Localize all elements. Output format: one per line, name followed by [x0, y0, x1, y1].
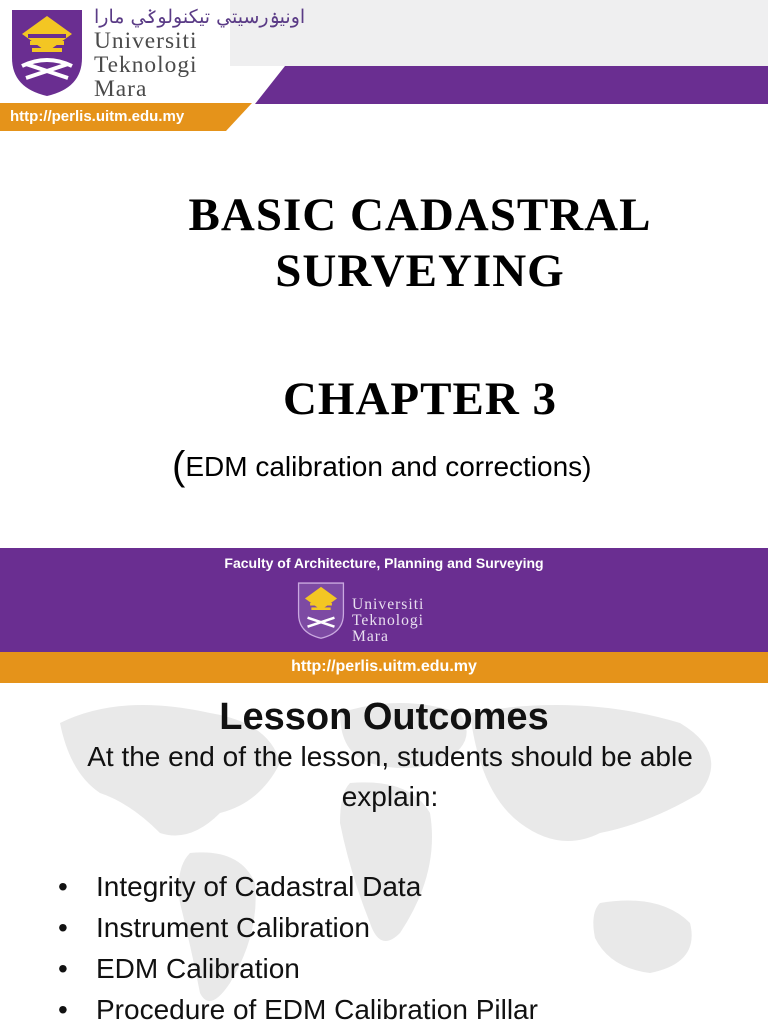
- list-item: • Instrument Calibration: [58, 912, 370, 943]
- outcome-text: Integrity of Cadastral Data: [96, 871, 422, 902]
- brand-small-line-1: Universiti: [352, 596, 425, 613]
- uitm-logo-small-icon: [296, 580, 346, 640]
- outcome-text: Instrument Calibration: [96, 912, 370, 943]
- brand-line-3: Mara: [94, 76, 148, 102]
- chapter-subtitle: (EDM calibration and corrections): [172, 444, 592, 488]
- university-wordmark-small: [352, 597, 424, 645]
- brand-line-1: Universiti: [94, 28, 198, 54]
- list-item: • EDM Calibration: [58, 953, 300, 984]
- brand-line-2: Teknologi: [94, 52, 198, 78]
- course-title-line1: BASIC CADASTRAL: [188, 189, 652, 241]
- list-item: • Procedure of EDM Calibration Pillar: [58, 994, 538, 1024]
- chapter-title: CHAPTER 3: [282, 373, 558, 425]
- uitm-logo-icon: [8, 6, 86, 98]
- outcome-text: Procedure of EDM Calibration Pillar: [96, 994, 538, 1024]
- chapter-subtitle-text: EDM calibration and corrections: [185, 451, 583, 482]
- header-gray-band: [230, 0, 768, 66]
- outcome-list: [58, 866, 538, 1024]
- header-purple-band: [255, 66, 768, 104]
- brand-small-line-3: Mara: [352, 628, 389, 645]
- course-title-line2: SURVEYING: [275, 245, 565, 297]
- footer-url[interactable]: http://perlis.uitm.edu.my: [291, 658, 477, 675]
- lesson-outcomes-slide: [0, 683, 768, 1024]
- lesson-title: Lesson Outcomes: [219, 696, 549, 738]
- faculty-name: Faculty of Architecture, Planning and Surveying: [224, 555, 544, 571]
- lesson-intro: At the end of the lesson, students should be able explain:: [87, 741, 693, 812]
- brand-small-line-2: Teknologi: [352, 612, 425, 629]
- header-url[interactable]: http://perlis.uitm.edu.my: [10, 108, 185, 125]
- university-wordmark: [94, 30, 198, 102]
- outcome-text: EDM Calibration: [96, 953, 300, 984]
- jawi-name: اونيۏرسيتي تيكنولوݢي مارا: [94, 6, 306, 28]
- list-item: • Integrity of Cadastral Data: [58, 871, 422, 902]
